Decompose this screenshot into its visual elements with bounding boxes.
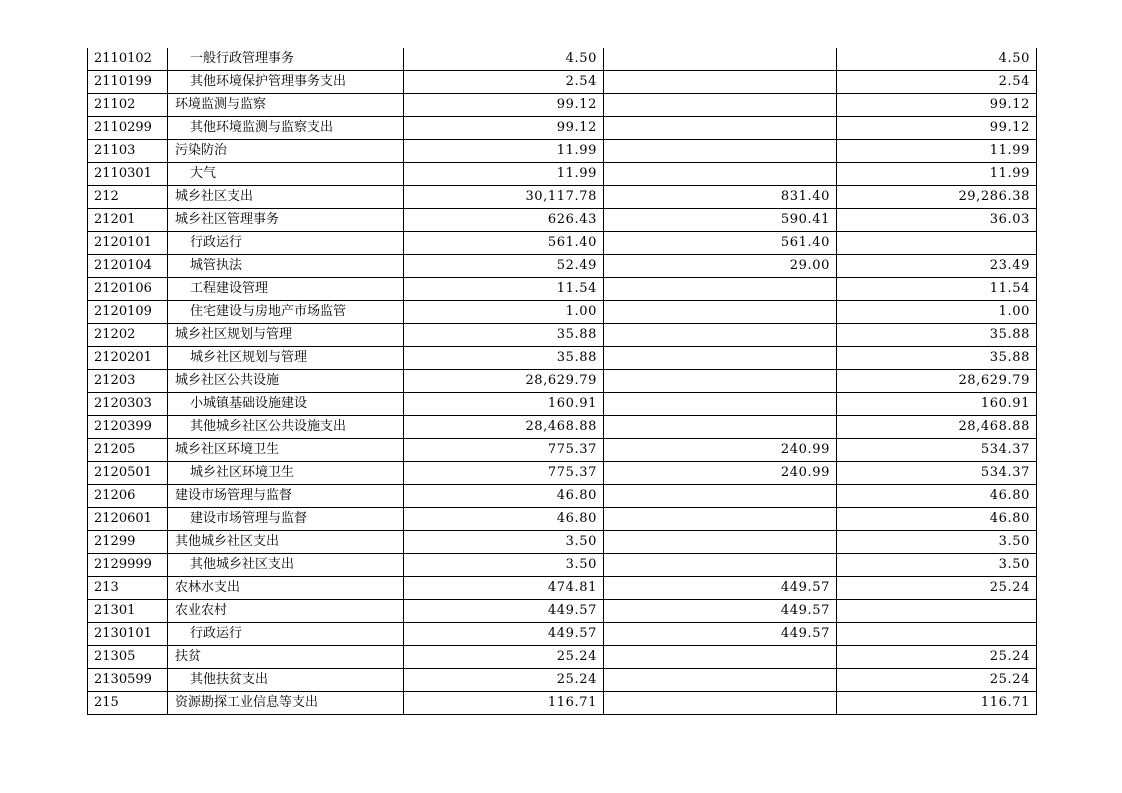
cell-project-expenditure: 35.88 [837, 324, 1037, 347]
cell-basic-expenditure: 29.00 [604, 255, 837, 278]
cell-code: 2120601 [88, 508, 168, 531]
cell-basic-expenditure [604, 646, 837, 669]
cell-basic-expenditure: 449.57 [604, 623, 837, 646]
cell-code: 2110102 [88, 48, 168, 71]
table-row [88, 577, 1037, 600]
cell-basic-expenditure [604, 485, 837, 508]
cell-project-expenditure: 46.80 [837, 485, 1037, 508]
cell-item-name: 小城镇基础设施建设 [168, 393, 404, 416]
cell-basic-expenditure: 590.41 [604, 209, 837, 232]
cell-project-expenditure: 11.54 [837, 278, 1037, 301]
cell-basic-expenditure: 240.99 [604, 462, 837, 485]
cell-total: 25.24 [404, 646, 604, 669]
table-row [88, 462, 1037, 485]
cell-code: 2129999 [88, 554, 168, 577]
cell-basic-expenditure: 449.57 [604, 577, 837, 600]
cell-item-name: 工程建设管理 [168, 278, 404, 301]
table-row [88, 692, 1037, 715]
cell-project-expenditure: 116.71 [837, 692, 1037, 715]
cell-code: 2120399 [88, 416, 168, 439]
table-row [88, 324, 1037, 347]
cell-project-expenditure: 160.91 [837, 393, 1037, 416]
cell-total: 35.88 [404, 347, 604, 370]
cell-project-expenditure: 3.50 [837, 554, 1037, 577]
table-row [88, 140, 1037, 163]
cell-project-expenditure: 29,286.38 [837, 186, 1037, 209]
cell-basic-expenditure [604, 324, 837, 347]
table-row [88, 48, 1037, 71]
cell-item-name: 住宅建设与房地产市场监管 [168, 301, 404, 324]
cell-item-name: 城管执法 [168, 255, 404, 278]
cell-project-expenditure: 25.24 [837, 646, 1037, 669]
table-row [88, 209, 1037, 232]
cell-item-name: 环境监测与监察 [168, 94, 404, 117]
cell-item-name: 建设市场管理与监督 [168, 508, 404, 531]
cell-item-name: 其他城乡社区支出 [168, 531, 404, 554]
cell-basic-expenditure: 831.40 [604, 186, 837, 209]
cell-item-name: 城乡社区管理事务 [168, 209, 404, 232]
cell-project-expenditure: 534.37 [837, 462, 1037, 485]
cell-project-expenditure: 99.12 [837, 94, 1037, 117]
cell-total: 11.54 [404, 278, 604, 301]
cell-total: 28,468.88 [404, 416, 604, 439]
cell-code: 21305 [88, 646, 168, 669]
table-row [88, 94, 1037, 117]
table-row [88, 232, 1037, 255]
cell-code: 21202 [88, 324, 168, 347]
cell-code: 21301 [88, 600, 168, 623]
cell-item-name: 城乡社区规划与管理 [168, 347, 404, 370]
budget-table-body [88, 48, 1037, 715]
cell-code: 212 [88, 186, 168, 209]
cell-project-expenditure: 36.03 [837, 209, 1037, 232]
cell-code: 2120106 [88, 278, 168, 301]
cell-code: 2110301 [88, 163, 168, 186]
cell-total: 11.99 [404, 163, 604, 186]
cell-basic-expenditure: 449.57 [604, 600, 837, 623]
table-row [88, 623, 1037, 646]
table-row [88, 554, 1037, 577]
cell-project-expenditure: 11.99 [837, 140, 1037, 163]
table-row [88, 416, 1037, 439]
cell-total: 626.43 [404, 209, 604, 232]
cell-basic-expenditure [604, 347, 837, 370]
cell-item-name: 大气 [168, 163, 404, 186]
cell-code: 21201 [88, 209, 168, 232]
cell-total: 11.99 [404, 140, 604, 163]
cell-total: 449.57 [404, 623, 604, 646]
cell-item-name: 其他环境保护管理事务支出 [168, 71, 404, 94]
cell-code: 21203 [88, 370, 168, 393]
cell-item-name: 城乡社区支出 [168, 186, 404, 209]
cell-total: 46.80 [404, 485, 604, 508]
cell-total: 28,629.79 [404, 370, 604, 393]
cell-code: 2110299 [88, 117, 168, 140]
cell-basic-expenditure [604, 692, 837, 715]
cell-total: 99.12 [404, 117, 604, 140]
table-row [88, 117, 1037, 140]
cell-project-expenditure: 99.12 [837, 117, 1037, 140]
cell-project-expenditure: 28,629.79 [837, 370, 1037, 393]
cell-total: 116.71 [404, 692, 604, 715]
cell-total: 561.40 [404, 232, 604, 255]
table-row [88, 485, 1037, 508]
budget-table [87, 48, 1037, 715]
cell-total: 35.88 [404, 324, 604, 347]
table-row [88, 439, 1037, 462]
cell-project-expenditure: 4.50 [837, 48, 1037, 71]
cell-basic-expenditure [604, 554, 837, 577]
cell-project-expenditure: 28,468.88 [837, 416, 1037, 439]
cell-total: 3.50 [404, 531, 604, 554]
cell-code: 2120201 [88, 347, 168, 370]
cell-project-expenditure: 35.88 [837, 347, 1037, 370]
cell-item-name: 城乡社区环境卫生 [168, 462, 404, 485]
cell-item-name: 农林水支出 [168, 577, 404, 600]
table-row [88, 669, 1037, 692]
cell-basic-expenditure [604, 163, 837, 186]
cell-item-name: 资源勘探工业信息等支出 [168, 692, 404, 715]
cell-basic-expenditure: 240.99 [604, 439, 837, 462]
cell-item-name: 其他扶贫支出 [168, 669, 404, 692]
cell-total: 3.50 [404, 554, 604, 577]
cell-item-name: 建设市场管理与监督 [168, 485, 404, 508]
cell-code: 2110199 [88, 71, 168, 94]
cell-code: 21299 [88, 531, 168, 554]
cell-total: 160.91 [404, 393, 604, 416]
table-row [88, 347, 1037, 370]
cell-basic-expenditure [604, 370, 837, 393]
cell-item-name: 城乡社区规划与管理 [168, 324, 404, 347]
cell-basic-expenditure [604, 117, 837, 140]
cell-item-name: 行政运行 [168, 623, 404, 646]
table-row [88, 370, 1037, 393]
cell-project-expenditure: 11.99 [837, 163, 1037, 186]
cell-code: 21206 [88, 485, 168, 508]
cell-item-name: 污染防治 [168, 140, 404, 163]
cell-project-expenditure: 3.50 [837, 531, 1037, 554]
cell-project-expenditure: 2.54 [837, 71, 1037, 94]
table-row [88, 301, 1037, 324]
cell-code: 2120104 [88, 255, 168, 278]
cell-item-name: 其他城乡社区公共设施支出 [168, 416, 404, 439]
table-row [88, 71, 1037, 94]
cell-item-name: 行政运行 [168, 232, 404, 255]
cell-project-expenditure: 46.80 [837, 508, 1037, 531]
cell-basic-expenditure: 561.40 [604, 232, 837, 255]
cell-total: 1.00 [404, 301, 604, 324]
cell-total: 474.81 [404, 577, 604, 600]
cell-item-name: 其他环境监测与监察支出 [168, 117, 404, 140]
cell-total: 4.50 [404, 48, 604, 71]
table-row [88, 186, 1037, 209]
cell-basic-expenditure [604, 48, 837, 71]
cell-basic-expenditure [604, 94, 837, 117]
cell-total: 30,117.78 [404, 186, 604, 209]
table-row [88, 255, 1037, 278]
cell-total: 775.37 [404, 439, 604, 462]
table-row [88, 600, 1037, 623]
cell-basic-expenditure [604, 416, 837, 439]
cell-code: 213 [88, 577, 168, 600]
cell-code: 2120501 [88, 462, 168, 485]
table-row [88, 646, 1037, 669]
table-row [88, 163, 1037, 186]
cell-basic-expenditure [604, 278, 837, 301]
cell-total: 99.12 [404, 94, 604, 117]
cell-total: 2.54 [404, 71, 604, 94]
cell-project-expenditure: 23.49 [837, 255, 1037, 278]
cell-project-expenditure [837, 232, 1037, 255]
cell-code: 2130101 [88, 623, 168, 646]
cell-code: 2120101 [88, 232, 168, 255]
cell-basic-expenditure [604, 140, 837, 163]
cell-code: 21103 [88, 140, 168, 163]
cell-total: 52.49 [404, 255, 604, 278]
cell-basic-expenditure [604, 301, 837, 324]
cell-code: 21102 [88, 94, 168, 117]
cell-item-name: 扶贫 [168, 646, 404, 669]
cell-project-expenditure: 25.24 [837, 577, 1037, 600]
cell-project-expenditure: 25.24 [837, 669, 1037, 692]
cell-code: 2120303 [88, 393, 168, 416]
cell-code: 215 [88, 692, 168, 715]
cell-total: 46.80 [404, 508, 604, 531]
cell-project-expenditure [837, 623, 1037, 646]
cell-basic-expenditure [604, 393, 837, 416]
cell-item-name: 其他城乡社区支出 [168, 554, 404, 577]
table-row [88, 531, 1037, 554]
table-row [88, 393, 1037, 416]
table-row [88, 278, 1037, 301]
cell-code: 21205 [88, 439, 168, 462]
cell-item-name: 城乡社区公共设施 [168, 370, 404, 393]
cell-code: 2120109 [88, 301, 168, 324]
cell-basic-expenditure [604, 669, 837, 692]
cell-project-expenditure: 534.37 [837, 439, 1037, 462]
cell-total: 449.57 [404, 600, 604, 623]
cell-item-name: 农业农村 [168, 600, 404, 623]
table-row [88, 508, 1037, 531]
cell-project-expenditure [837, 600, 1037, 623]
cell-item-name: 城乡社区环境卫生 [168, 439, 404, 462]
cell-basic-expenditure [604, 531, 837, 554]
cell-basic-expenditure [604, 508, 837, 531]
cell-total: 25.24 [404, 669, 604, 692]
cell-basic-expenditure [604, 71, 837, 94]
cell-item-name: 一般行政管理事务 [168, 48, 404, 71]
cell-project-expenditure: 1.00 [837, 301, 1037, 324]
cell-total: 775.37 [404, 462, 604, 485]
cell-code: 2130599 [88, 669, 168, 692]
